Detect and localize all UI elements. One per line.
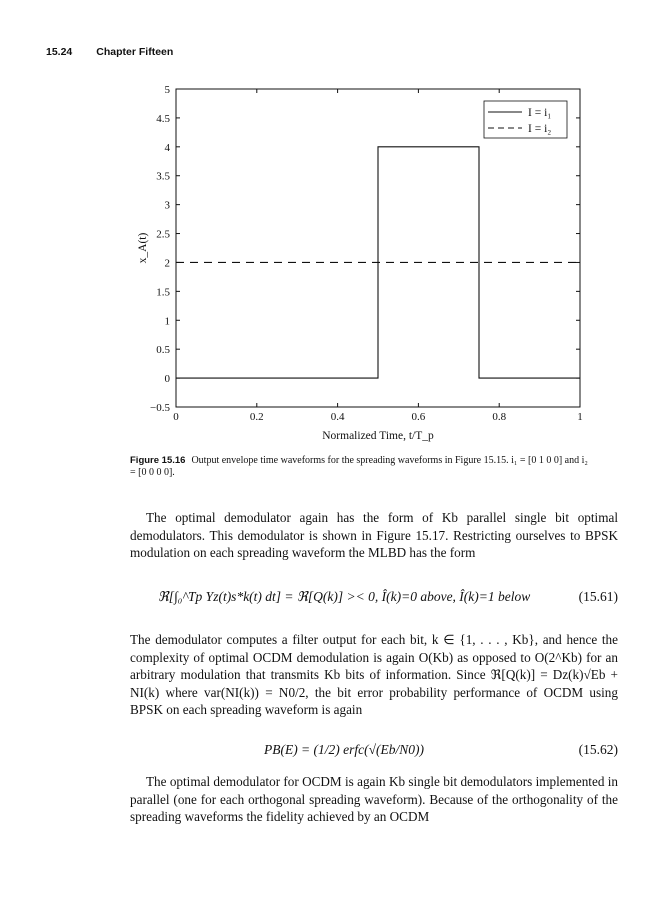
x-tick-label: 0: [173, 411, 179, 423]
y-tick-label: 3: [164, 199, 170, 212]
figure-caption: [130, 455, 590, 479]
y-tick-label: 2.5: [156, 228, 170, 241]
y-tick-label: 4: [164, 141, 170, 154]
paragraph-2: The demodulator computes a filter output for each bit, k ∈ {1, . . . , Kb}, and hence the complexity of optimal OCDM demodulation is again O(Kb) as opposed to O(2^Kb) for an arbitrary modulation that transmits Kb bits of information. Since ℜ[Q(k)] = Dz(k)√Eb + NI(k) where var(NI(k)) = N0/2, the bit error probability performance of OCDM using BPSK on each spreading waveform is again: [130, 632, 618, 717]
x-tick-label: 1: [577, 411, 583, 423]
y-tick-label: 2: [164, 257, 170, 270]
y-tick-label: 1: [164, 315, 170, 328]
legend-box: [484, 101, 567, 138]
paragraph-1: The optimal demodulator again has the form of Kb parallel single bit optimal demodulators. This demodulator is shown in Figure 15.17. Restricting ourselves to BPSK modulation on each spreading waveform the MLBD has the form: [130, 510, 618, 560]
y-tick-label: 3.5: [156, 170, 170, 183]
legend-label-series-1: I = i₁: [528, 107, 552, 119]
equation-15-62-expression: PB(E) = (1/2) erfc(√(Eb/N0)): [263, 742, 425, 757]
paragraph-3: The optimal demodulator for OCDM is again Kb single bit demodulators implemented in parallel (one for each orthogonal spreading waveform). Because of the orthogonality of the spreading waveforms the fidelity achieved by an OCDM: [130, 774, 618, 824]
x-axis-label: Normalized Time, t/T_p: [322, 430, 434, 442]
page-number: 15.24: [46, 46, 73, 58]
y-tick-label: 5: [164, 84, 170, 96]
figure-label: Figure 15.16: [130, 455, 186, 466]
equation-15-62-number: (15.62): [578, 742, 618, 757]
equation-15-61-expression: ℜ[∫₀^Tp Yz(t)s*k(t) dt] = ℜ[Q(k)] >< 0, Î(k)=0 above, Î(k)=1 below: [157, 589, 531, 604]
x-tick-label: 0.8: [492, 411, 507, 423]
legend: [484, 101, 567, 138]
equation-15-61-number: (15.61): [578, 589, 618, 604]
y-axis-label: x_A(t): [137, 232, 149, 264]
y-tick-label: 4.5: [156, 112, 170, 125]
x-tick-label: 0.6: [411, 411, 426, 423]
y-tick-label: 0.5: [156, 344, 170, 357]
equation-15-61: [130, 574, 618, 620]
y-tick-label: 1.5: [156, 286, 170, 299]
chapter-title: Chapter Fifteen: [96, 46, 174, 58]
chart-series: [176, 147, 580, 378]
x-tick-label: 0.2: [249, 411, 264, 423]
legend-label-series-2: I = i₂: [528, 123, 552, 135]
figure-caption-text: Output envelope time waveforms for the spreading waveforms in Figure 15.15. i₁ = [0 1 0 0] and i₂ = [0 0 0 0].: [130, 455, 588, 478]
y-tick-label: 0: [164, 373, 170, 386]
equation-15-62: [130, 732, 618, 768]
y-tick-label: −0.5: [150, 402, 170, 414]
x-tick-label: 0.4: [330, 411, 345, 423]
